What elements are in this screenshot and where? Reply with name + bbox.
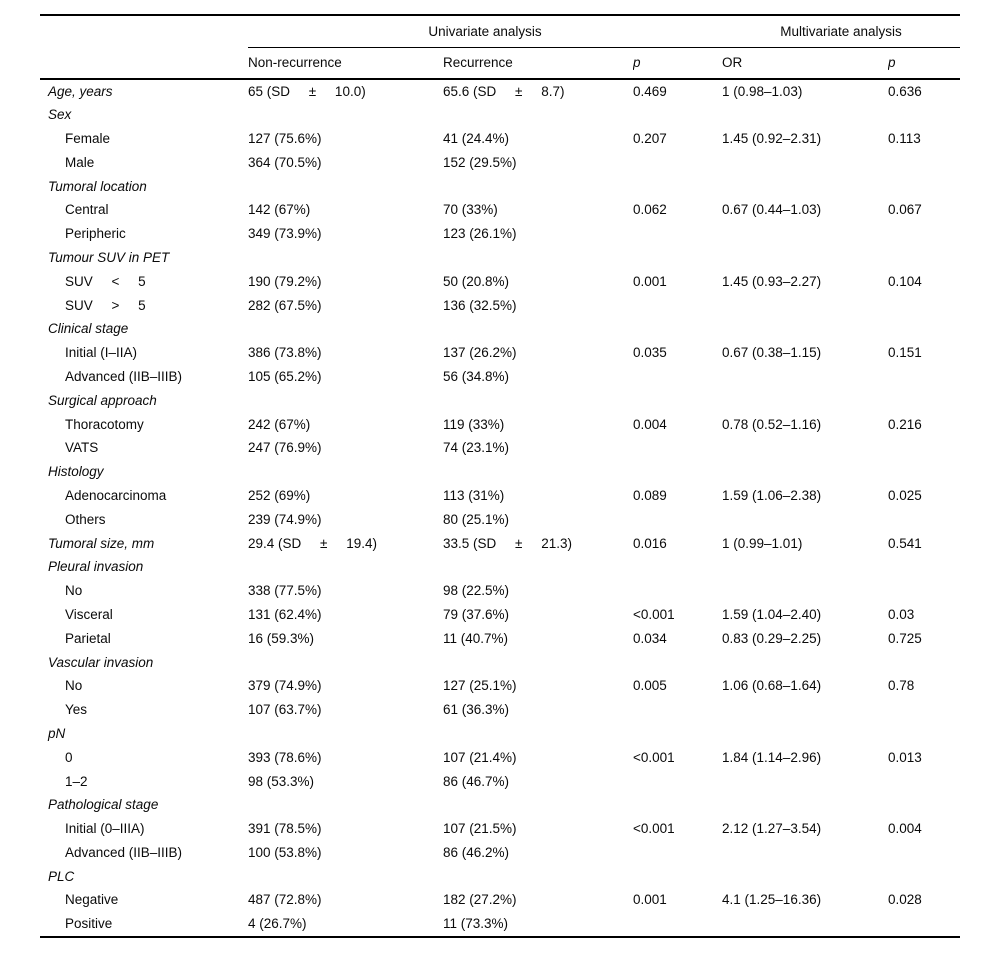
cell-or xyxy=(722,293,888,317)
cell-recurrence: 74 (23.1%) xyxy=(443,440,510,456)
row-label: Female xyxy=(65,130,111,146)
table-row xyxy=(40,817,960,841)
cell-or: 1.45 (0.93–2.27) xyxy=(722,273,822,289)
cell-or: 2.12 (1.27–3.54) xyxy=(722,821,822,837)
row-label: Visceral xyxy=(65,606,113,622)
cell-p-multivariate: 0.028 xyxy=(888,892,922,908)
cell-recurrence xyxy=(443,317,633,341)
table-row xyxy=(40,864,960,888)
cell-p-univariate xyxy=(633,103,722,127)
cell-p-univariate: 0.004 xyxy=(633,416,667,432)
cell-p-univariate: 0.089 xyxy=(633,487,667,503)
cell-recurrence xyxy=(443,246,633,270)
table-row xyxy=(40,269,960,293)
cell-recurrence xyxy=(443,555,633,579)
cell-p-multivariate: 0.104 xyxy=(888,273,922,289)
cell-non-recurrence: 107 (63.7%) xyxy=(248,702,322,718)
cell-recurrence: 136 (32.5%) xyxy=(443,297,517,313)
cell-recurrence: 119 (33%) xyxy=(443,416,505,432)
cell-p-univariate xyxy=(633,436,722,460)
cell-recurrence xyxy=(443,460,633,484)
cell-or xyxy=(722,436,888,460)
cell-p-univariate xyxy=(633,317,722,341)
cell-recurrence: 137 (26.2%) xyxy=(443,345,517,361)
cell-p-univariate xyxy=(633,769,722,793)
cell-p-multivariate xyxy=(888,103,960,127)
cell-recurrence: 33.5 (SD ± 21.3) xyxy=(443,535,572,551)
cell-or: 1.45 (0.92–2.31) xyxy=(722,130,822,146)
cell-or: 0.67 (0.38–1.15) xyxy=(722,345,822,361)
table-row xyxy=(40,793,960,817)
cell-p-multivariate xyxy=(888,174,960,198)
cell-or: 0.78 (0.52–1.16) xyxy=(722,416,822,432)
table-row xyxy=(40,626,960,650)
cell-p-multivariate xyxy=(888,436,960,460)
table-row xyxy=(40,317,960,341)
row-label: Positive xyxy=(65,916,113,932)
cell-recurrence xyxy=(443,864,633,888)
column-header-row xyxy=(40,47,960,79)
cell-non-recurrence: 386 (73.8%) xyxy=(248,345,322,361)
table-row xyxy=(40,174,960,198)
cell-or xyxy=(722,841,888,865)
cell-p-univariate xyxy=(633,698,722,722)
row-label: Adenocarcinoma xyxy=(65,487,167,503)
cell-recurrence: 86 (46.7%) xyxy=(443,773,510,789)
cell-recurrence xyxy=(443,174,633,198)
cell-recurrence: 56 (34.8%) xyxy=(443,368,510,384)
cell-p-multivariate: 0.725 xyxy=(888,630,922,646)
cell-p-univariate: 0.005 xyxy=(633,678,667,694)
table-row xyxy=(40,674,960,698)
group-header-spacer xyxy=(40,16,248,47)
cell-p-univariate: 0.469 xyxy=(633,83,667,99)
cell-p-multivariate: 0.636 xyxy=(888,83,922,99)
cell-p-multivariate: 0.03 xyxy=(888,606,915,622)
cell-p-univariate: 0.034 xyxy=(633,630,667,646)
cell-non-recurrence: 364 (70.5%) xyxy=(248,154,322,170)
cell-recurrence: 61 (36.3%) xyxy=(443,702,510,718)
cell-p-univariate xyxy=(633,222,722,246)
row-label: Pleural invasion xyxy=(48,559,144,575)
row-label: Advanced (IIB–IIIB) xyxy=(65,368,183,384)
cell-non-recurrence xyxy=(248,722,443,746)
row-label: Parietal xyxy=(65,630,111,646)
cell-p-univariate xyxy=(633,293,722,317)
cell-p-univariate xyxy=(633,793,722,817)
cell-p-multivariate xyxy=(888,388,960,412)
row-label: Yes xyxy=(65,702,88,718)
cell-non-recurrence: 487 (72.8%) xyxy=(248,892,322,908)
row-label: VATS xyxy=(65,440,99,456)
table-row xyxy=(40,412,960,436)
cell-p-multivariate xyxy=(888,460,960,484)
table-row xyxy=(40,198,960,222)
cell-recurrence: 79 (37.6%) xyxy=(443,606,510,622)
group-header-row xyxy=(40,16,960,47)
cell-non-recurrence: 131 (62.4%) xyxy=(248,606,322,622)
table-row xyxy=(40,460,960,484)
row-label: No xyxy=(65,583,83,599)
cell-p-univariate xyxy=(633,246,722,270)
cell-recurrence xyxy=(443,722,633,746)
row-label: Histology xyxy=(48,464,104,480)
row-label: Peripheric xyxy=(65,226,126,242)
cell-p-multivariate: 0.78 xyxy=(888,678,915,694)
row-label: Clinical stage xyxy=(48,321,129,337)
cell-p-univariate: 0.001 xyxy=(633,892,667,908)
cell-non-recurrence: 16 (59.3%) xyxy=(248,630,315,646)
cell-or: 4.1 (1.25–16.36) xyxy=(722,892,822,908)
column-header-p-univariate: p xyxy=(633,47,722,79)
row-label: Initial (0–IIIA) xyxy=(65,821,145,837)
cell-p-multivariate: 0.067 xyxy=(888,202,922,218)
cell-recurrence: 98 (22.5%) xyxy=(443,583,510,599)
cell-p-univariate: <0.001 xyxy=(633,749,675,765)
cell-or xyxy=(722,722,888,746)
column-header-p-multivariate: p xyxy=(888,47,960,79)
cell-non-recurrence: 127 (75.6%) xyxy=(248,130,322,146)
cell-or xyxy=(722,864,888,888)
table-row xyxy=(40,103,960,127)
cell-recurrence: 107 (21.4%) xyxy=(443,749,517,765)
cell-recurrence: 127 (25.1%) xyxy=(443,678,517,694)
table-row xyxy=(40,507,960,531)
cell-p-multivariate: 0.113 xyxy=(888,130,921,146)
cell-non-recurrence xyxy=(248,555,443,579)
cell-recurrence xyxy=(443,388,633,412)
row-label: 0 xyxy=(65,749,73,765)
cell-p-univariate: <0.001 xyxy=(633,606,675,622)
cell-p-multivariate xyxy=(888,317,960,341)
cell-recurrence: 86 (46.2%) xyxy=(443,844,510,860)
recurrence-analysis-table xyxy=(40,16,960,936)
cell-recurrence xyxy=(443,793,633,817)
cell-non-recurrence xyxy=(248,388,443,412)
cell-non-recurrence xyxy=(248,864,443,888)
table-row xyxy=(40,841,960,865)
cell-non-recurrence: 282 (67.5%) xyxy=(248,297,322,313)
table-row xyxy=(40,388,960,412)
cell-p-multivariate: 0.013 xyxy=(888,749,922,765)
cell-p-univariate xyxy=(633,555,722,579)
column-header-or: OR xyxy=(722,47,888,79)
cell-or: 1.06 (0.68–1.64) xyxy=(722,678,822,694)
cell-p-multivariate xyxy=(888,841,960,865)
table-body xyxy=(40,79,960,936)
row-label: 1–2 xyxy=(65,773,88,789)
cell-non-recurrence xyxy=(248,460,443,484)
cell-non-recurrence: 391 (78.5%) xyxy=(248,821,322,837)
cell-or xyxy=(722,246,888,270)
cell-p-multivariate xyxy=(888,650,960,674)
table-row xyxy=(40,365,960,389)
multivariate-group-header: Multivariate analysis xyxy=(722,16,960,47)
cell-p-multivariate xyxy=(888,365,960,389)
cell-recurrence: 107 (21.5%) xyxy=(443,821,517,837)
cell-p-univariate: 0.062 xyxy=(633,202,667,218)
cell-non-recurrence: 242 (67%) xyxy=(248,416,311,432)
cell-p-multivariate xyxy=(888,222,960,246)
cell-p-univariate: 0.001 xyxy=(633,273,667,289)
cell-or: 1.59 (1.06–2.38) xyxy=(722,487,822,503)
cell-p-multivariate xyxy=(888,579,960,603)
cell-or: 0.83 (0.29–2.25) xyxy=(722,630,822,646)
cell-p-multivariate xyxy=(888,507,960,531)
cell-or xyxy=(722,579,888,603)
row-label: Advanced (IIB–IIIB) xyxy=(65,844,183,860)
cell-non-recurrence: 65 (SD ± 10.0) xyxy=(248,83,366,99)
cell-non-recurrence: 393 (78.6%) xyxy=(248,749,322,765)
table-row xyxy=(40,722,960,746)
cell-recurrence: 182 (27.2%) xyxy=(443,892,517,908)
cell-recurrence: 11 (73.3%) xyxy=(443,916,509,932)
row-label: Age, years xyxy=(48,83,113,99)
table-row xyxy=(40,127,960,151)
cell-p-multivariate: 0.025 xyxy=(888,487,922,503)
cell-recurrence: 41 (24.4%) xyxy=(443,130,510,146)
cell-p-multivariate: 0.541 xyxy=(888,535,922,551)
univariate-group-header: Univariate analysis xyxy=(248,16,722,47)
table-row xyxy=(40,246,960,270)
table-row xyxy=(40,603,960,627)
cell-p-multivariate xyxy=(888,769,960,793)
table-row xyxy=(40,222,960,246)
cell-p-multivariate: 0.216 xyxy=(888,416,922,432)
table-row xyxy=(40,150,960,174)
table-row xyxy=(40,888,960,912)
cell-or xyxy=(722,365,888,389)
cell-recurrence: 65.6 (SD ± 8.7) xyxy=(443,83,565,99)
table-row xyxy=(40,79,960,103)
cell-p-univariate: 0.207 xyxy=(633,130,667,146)
table-row xyxy=(40,555,960,579)
row-label: Surgical approach xyxy=(48,392,157,408)
table-row xyxy=(40,650,960,674)
cell-non-recurrence xyxy=(248,793,443,817)
table-row xyxy=(40,745,960,769)
cell-or: 1.84 (1.14–2.96) xyxy=(722,749,822,765)
cell-p-univariate: 0.035 xyxy=(633,345,667,361)
cell-recurrence xyxy=(443,103,633,127)
row-label: No xyxy=(65,678,83,694)
cell-recurrence: 113 (31%) xyxy=(443,487,505,503)
cell-or xyxy=(722,507,888,531)
cell-p-univariate xyxy=(633,912,722,936)
table-row xyxy=(40,293,960,317)
cell-non-recurrence: 100 (53.8%) xyxy=(248,844,322,860)
cell-non-recurrence: 29.4 (SD ± 19.4) xyxy=(248,535,377,551)
cell-p-univariate xyxy=(633,174,722,198)
cell-recurrence xyxy=(443,650,633,674)
cell-non-recurrence: 379 (74.9%) xyxy=(248,678,322,694)
cell-p-multivariate: 0.151 xyxy=(888,345,922,361)
cell-or xyxy=(722,174,888,198)
cell-or xyxy=(722,650,888,674)
cell-p-multivariate xyxy=(888,722,960,746)
cell-or: 0.67 (0.44–1.03) xyxy=(722,202,822,218)
cell-p-univariate xyxy=(633,864,722,888)
cell-or xyxy=(722,388,888,412)
row-label: Sex xyxy=(48,107,72,123)
cell-recurrence: 123 (26.1%) xyxy=(443,226,517,242)
cell-p-multivariate xyxy=(888,555,960,579)
cell-or xyxy=(722,769,888,793)
column-header-spacer xyxy=(40,47,248,79)
table-row xyxy=(40,579,960,603)
table-row xyxy=(40,436,960,460)
row-label: Central xyxy=(65,202,109,218)
cell-or: 1 (0.98–1.03) xyxy=(722,83,803,99)
table-row xyxy=(40,698,960,722)
cell-p-multivariate xyxy=(888,864,960,888)
cell-p-univariate xyxy=(633,388,722,412)
row-label: Tumoral size, mm xyxy=(48,535,155,551)
row-label: Thoracotomy xyxy=(65,416,144,432)
cell-or xyxy=(722,912,888,936)
row-label: SUV > 5 xyxy=(65,297,146,313)
cell-p-univariate xyxy=(633,722,722,746)
cell-non-recurrence xyxy=(248,317,443,341)
column-header-non-recurrence: Non-recurrence xyxy=(248,47,443,79)
table-row xyxy=(40,341,960,365)
cell-recurrence: 152 (29.5%) xyxy=(443,154,517,170)
cell-non-recurrence: 105 (65.2%) xyxy=(248,368,322,384)
cell-p-multivariate xyxy=(888,246,960,270)
cell-p-multivariate: 0.004 xyxy=(888,821,922,837)
cell-non-recurrence: 239 (74.9%) xyxy=(248,511,322,527)
row-label: Pathological stage xyxy=(48,797,159,813)
cell-p-univariate xyxy=(633,150,722,174)
cell-or xyxy=(722,222,888,246)
cell-p-multivariate xyxy=(888,912,960,936)
row-label: Tumoral location xyxy=(48,178,147,194)
cell-non-recurrence: 338 (77.5%) xyxy=(248,583,322,599)
cell-recurrence: 80 (25.1%) xyxy=(443,511,510,527)
cell-recurrence: 70 (33%) xyxy=(443,202,498,218)
cell-non-recurrence: 142 (67%) xyxy=(248,202,311,218)
cell-p-univariate xyxy=(633,460,722,484)
cell-p-univariate: <0.001 xyxy=(633,821,675,837)
cell-recurrence: 11 (40.7%) xyxy=(443,630,509,646)
row-label: Vascular invasion xyxy=(48,654,154,670)
cell-p-univariate xyxy=(633,841,722,865)
cell-non-recurrence: 4 (26.7%) xyxy=(248,916,307,932)
cell-non-recurrence: 247 (76.9%) xyxy=(248,440,322,456)
cell-non-recurrence: 190 (79.2%) xyxy=(248,273,322,289)
table-row xyxy=(40,484,960,508)
column-header-recurrence: Recurrence xyxy=(443,47,633,79)
cell-or xyxy=(722,555,888,579)
cell-recurrence: 50 (20.8%) xyxy=(443,273,510,289)
row-label: pN xyxy=(48,725,66,741)
row-label: Male xyxy=(65,154,95,170)
row-label: Negative xyxy=(65,892,119,908)
cell-non-recurrence: 98 (53.3%) xyxy=(248,773,315,789)
cell-or xyxy=(722,698,888,722)
cell-or xyxy=(722,460,888,484)
cell-non-recurrence: 349 (73.9%) xyxy=(248,226,322,242)
cell-p-multivariate xyxy=(888,793,960,817)
table-row xyxy=(40,531,960,555)
cell-or xyxy=(722,793,888,817)
cell-or xyxy=(722,317,888,341)
cell-p-multivariate xyxy=(888,698,960,722)
cell-non-recurrence: 252 (69%) xyxy=(248,487,311,503)
cell-p-multivariate xyxy=(888,293,960,317)
table-row xyxy=(40,912,960,936)
cell-non-recurrence xyxy=(248,174,443,198)
cell-or xyxy=(722,150,888,174)
cell-non-recurrence xyxy=(248,103,443,127)
cell-or: 1.59 (1.04–2.40) xyxy=(722,606,822,622)
analysis-table xyxy=(40,14,960,938)
cell-p-univariate xyxy=(633,579,722,603)
cell-non-recurrence xyxy=(248,650,443,674)
cell-p-multivariate xyxy=(888,150,960,174)
cell-or: 1 (0.99–1.01) xyxy=(722,535,803,551)
cell-p-univariate: 0.016 xyxy=(633,535,667,551)
table-row xyxy=(40,769,960,793)
cell-non-recurrence xyxy=(248,246,443,270)
row-label: Others xyxy=(65,511,106,527)
cell-p-univariate xyxy=(633,507,722,531)
cell-p-univariate xyxy=(633,650,722,674)
row-label: PLC xyxy=(48,868,75,884)
row-label: Initial (I–IIA) xyxy=(65,345,138,361)
row-label: Tumour SUV in PET xyxy=(48,249,170,265)
cell-p-univariate xyxy=(633,365,722,389)
row-label: SUV < 5 xyxy=(65,273,146,289)
cell-or xyxy=(722,103,888,127)
